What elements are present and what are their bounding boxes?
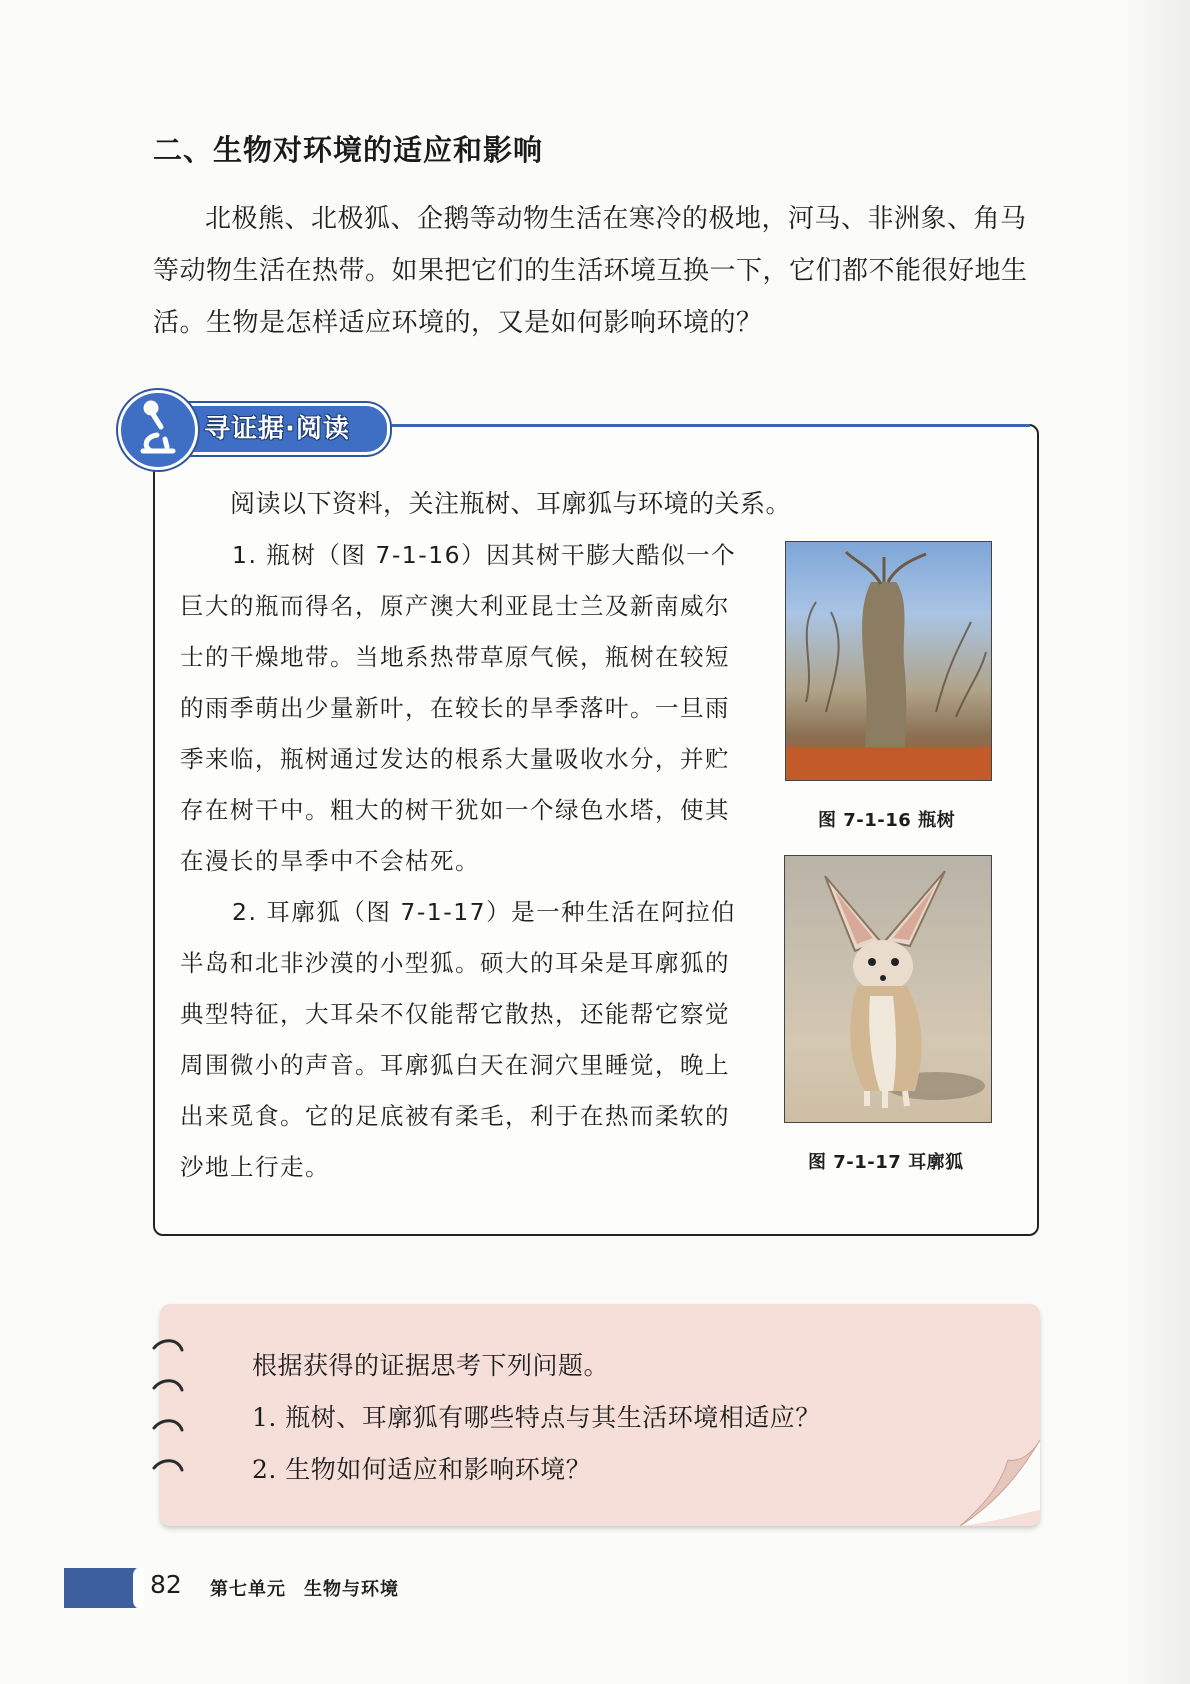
intro-paragraph: 北极熊、北极狐、企鹅等动物生活在寒冷的极地，河马、非洲象、角马等动物生活在热带。如果把它们的生活环境互换一下，它们都不能很好地生活。生物是怎样适应环境的，又是如何影响环境的？ [153,204,1028,338]
page-number: 82 [150,1570,182,1599]
section-title: 二、生物对环境的适应和影响 [153,133,544,167]
note-question-1: 1. 瓶树、耳廓狐有哪些特点与其生活环境相适应？ [252,1403,821,1432]
reading-lead: 阅读以下资料，关注瓶树、耳廓狐与环境的关系。 [230,489,792,518]
unit-title: 生物与环境 [304,1579,399,1600]
footer-tab [64,1568,138,1608]
fennec-fox-photo [784,855,992,1123]
figure-caption-bottle-tree: 图 7-1-16 瓶树 [818,810,956,831]
paragraph-bottle-tree: 1. 瓶树（图 7-1-16）因其树干膨大酷似一个巨大的瓶而得名，原产澳大利亚昆士兰及新南威尔士的干燥地带。当地系热带草原气候，瓶树在较短的雨季萌出少量新叶，在较长的旱季落叶。一旦雨季来临，瓶树通过发达的根系大量吸收水分，并贮存在树干中。粗大的树干犹如一个绿色水塔，使其在漫长的旱季中不会枯死。 [180,541,737,875]
binder-rings-icon [150,1336,190,1506]
unit-label: 第七单元 [210,1579,286,1600]
page-edge-shadow [1120,0,1190,1684]
badge-label: 寻证据·阅读 [204,414,350,444]
note-title: 根据获得的证据思考下列问题。 [252,1351,610,1380]
figure-caption-fennec-fox: 图 7-1-17 耳廓狐 [808,1152,964,1173]
footer-tab-end [130,1568,144,1608]
footer-unit [210,1575,417,1601]
note-question-2: 2. 生物如何适应和影响环境？ [252,1455,592,1484]
paragraph-fennec-fox: 2. 耳廓狐（图 7-1-17）是一种生活在阿拉伯半岛和北非沙漠的小型狐。硕大的耳朵是耳廓狐的典型特征，大耳朵不仅能帮它散热，还能帮它察觉周围微小的声音。耳廓狐白天在洞穴里睡觉，晚上出来觅食。它的足底被有柔毛，利于在热而柔软的沙地上行走。 [180,898,737,1181]
bottle-tree-photo [785,541,992,781]
reading-box-accent-line [370,424,1030,427]
page-curl-icon [960,1440,1042,1528]
reading-paragraphs [180,530,740,1193]
intro-text [153,193,1033,349]
microscope-icon [118,390,198,470]
